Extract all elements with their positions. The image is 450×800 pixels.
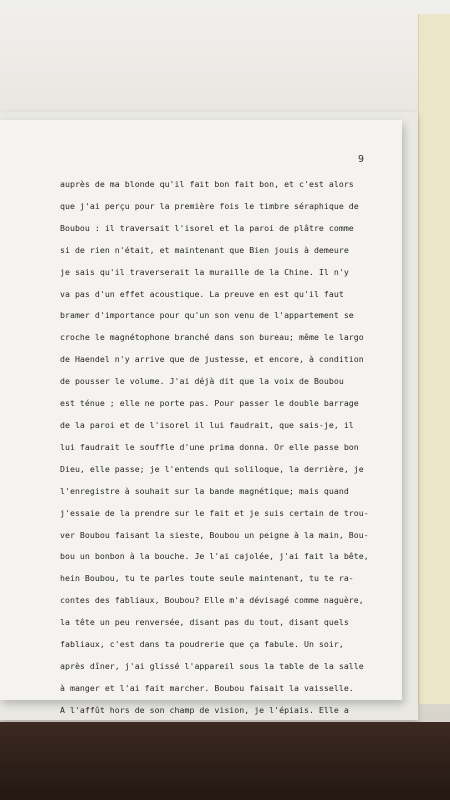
text-line: A l'affût hors de son champ de vision, je l'épiais. Elle a — [60, 704, 349, 715]
text-line: fabliaux, c'est dans ta poudrerie que ça fabule. Un soir, — [60, 639, 344, 650]
text-line: de pousser le volume. J'ai déjà dit que la voix de Boubou — [60, 376, 344, 387]
typewritten-page — [0, 120, 402, 715]
text-line: auprès de ma blonde qu'il fait bon fait bon, et c'est alors — [60, 179, 354, 189]
text-line: hein Boubou, tu te parles toute seule maintenant, tu te ra- — [60, 573, 354, 584]
desk-surface — [0, 0, 450, 118]
text-line: l'enregistre à souhait sur la bande magnétique; mais quand — [60, 485, 349, 496]
folder-edge — [418, 14, 450, 704]
text-line: je sais qu'il traverserait la muraille de la Chine. Il n'y — [60, 266, 349, 277]
text-line: j'essaie de la prendre sur le fait et je suis certain de trou- — [60, 507, 369, 518]
text-line: est ténue ; elle ne porte pas. Pour passer le double barrage — [60, 398, 359, 409]
text-line: va pas d'un effet acoustique. La preuve en est qu'il faut — [60, 288, 344, 299]
text-line: à manger et l'ai fait marcher. Boubou faisait la vaisselle. — [60, 682, 354, 693]
page-number: 9 — [357, 154, 364, 165]
text-line: bou un bonbon à la bouche. Je l'ai cajolée, j'ai fait la bête, — [60, 551, 369, 562]
text-line: de Haendel n'y arrive que de justesse, et encore, à condition — [60, 354, 364, 365]
floor-background — [0, 722, 450, 800]
text-line: la tête un peu renversée, disant pas du tout, disant quels — [60, 617, 349, 628]
text-line: après dîner, j'ai glissé l'appareil sous la table de la salle — [60, 660, 364, 671]
text-line: lui faudrait le souffle d'une prima donna. Or elle passe bon — [60, 441, 359, 452]
typed-text — [60, 174, 369, 722]
text-line: ver Boubou faisant la sieste, Boubou un peigne à la main, Bou- — [60, 529, 369, 540]
text-line: croche le magnétophone branché dans son bureau; même le largo — [60, 332, 364, 343]
text-line: que j'ai perçu pour la première fois le timbre séraphique de — [60, 200, 359, 211]
text-line: Boubou : il traversait l'isorel et la paroi de plâtre comme — [60, 222, 354, 233]
text-line: Dieu, elle passe; je l'entends qui soliloque, la derrière, je — [60, 463, 364, 474]
text-line: si de rien n'était, et maintenant que Bien jouis à demeure — [60, 244, 349, 255]
text-line: de la paroi et de l'isorel il lui faudrait, que sais-je, il — [60, 419, 354, 430]
text-line: contes des fabliaux, Boubou? Elle m'a dévisagé comme naguère, — [60, 595, 364, 606]
text-line: bramer d'importance pour qu'un son venu de l'appartement se — [60, 310, 354, 321]
